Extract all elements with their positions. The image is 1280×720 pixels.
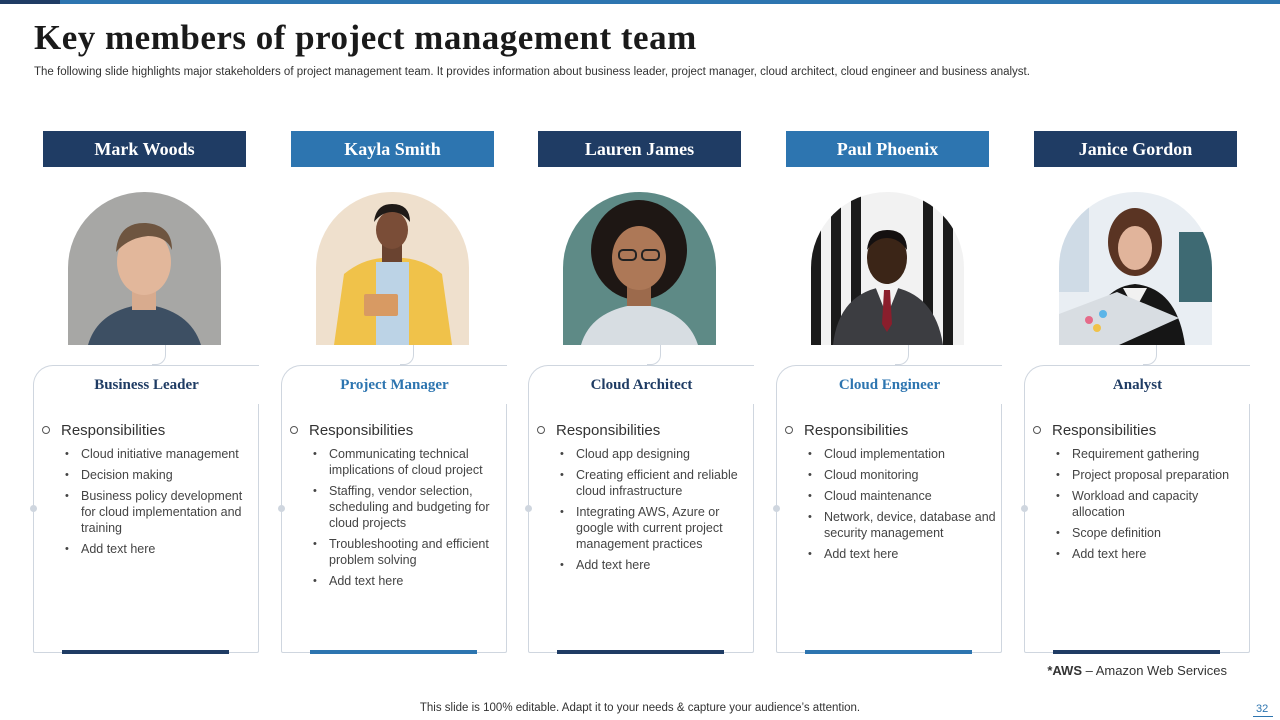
list-item: • Staffing, vendor selection, scheduling and budgeting for cloud projects bbox=[313, 483, 501, 531]
top-accent-bar bbox=[0, 0, 1280, 4]
card-bottom-bar bbox=[557, 650, 724, 654]
member-role: Cloud Engineer bbox=[776, 365, 1002, 405]
list-item: • Creating efficient and reliable cloud infrastructure bbox=[560, 467, 748, 499]
responsibilities-list bbox=[808, 446, 996, 567]
card-bottom-bar bbox=[805, 650, 972, 654]
footer-text: This slide is 100% editable. Adapt it to your needs & capture your audience’s attention. bbox=[419, 702, 861, 714]
member-role: Cloud Architect bbox=[528, 365, 754, 405]
list-item: • Business policy development for cloud implementation and training bbox=[65, 488, 253, 536]
member-name: Mark Woods bbox=[43, 131, 246, 167]
list-item: • Workload and capacity allocation bbox=[1056, 488, 1244, 520]
responsibilities-panel bbox=[33, 404, 259, 653]
responsibilities-list bbox=[313, 446, 501, 594]
list-item: • Scope definition bbox=[1056, 525, 1244, 541]
list-item: • Cloud implementation bbox=[808, 446, 996, 462]
top-accent-segment bbox=[0, 0, 60, 4]
member-photo bbox=[68, 192, 221, 345]
member-role: Project Manager bbox=[281, 365, 507, 405]
side-dot bbox=[1021, 505, 1028, 512]
member-name: Paul Phoenix bbox=[786, 131, 989, 167]
responsibilities-label: Responsibilities bbox=[804, 422, 909, 439]
slide-title: Key members of project management team bbox=[34, 18, 697, 57]
member-card-paul-phoenix bbox=[776, 131, 1002, 655]
circle-bullet-icon bbox=[537, 426, 545, 434]
responsibilities-label: Responsibilities bbox=[309, 422, 414, 439]
list-item: • Cloud maintenance bbox=[808, 488, 996, 504]
responsibilities-label: Responsibilities bbox=[556, 422, 661, 439]
member-card-kayla-smith bbox=[281, 131, 507, 655]
list-item: • Cloud app designing bbox=[560, 446, 748, 462]
list-item: • Add text here bbox=[313, 573, 501, 589]
list-item: • Add text here bbox=[1056, 546, 1244, 562]
list-item: • Integrating AWS, Azure or google with current project management practices bbox=[560, 504, 748, 552]
slide-subtitle: The following slide highlights major stakeholders of project management team. It provides information about business leader, project manager, cloud architect, cloud engineer and business analyst. bbox=[34, 66, 1030, 78]
side-dot bbox=[30, 505, 37, 512]
card-bottom-bar bbox=[1053, 650, 1220, 654]
responsibilities-list bbox=[65, 446, 253, 562]
list-item: • Network, device, database and security management bbox=[808, 509, 996, 541]
responsibilities-heading bbox=[290, 422, 413, 439]
photo-connector bbox=[400, 345, 414, 365]
list-item: • Add text here bbox=[808, 546, 996, 562]
circle-bullet-icon bbox=[42, 426, 50, 434]
member-name: Lauren James bbox=[538, 131, 741, 167]
photo-connector bbox=[895, 345, 909, 365]
list-item: • Requirement gathering bbox=[1056, 446, 1244, 462]
responsibilities-label: Responsibilities bbox=[1052, 422, 1157, 439]
list-item: • Cloud monitoring bbox=[808, 467, 996, 483]
member-photo bbox=[1059, 192, 1212, 345]
member-role: Analyst bbox=[1024, 365, 1250, 405]
member-name: Kayla Smith bbox=[291, 131, 494, 167]
responsibilities-label: Responsibilities bbox=[61, 422, 166, 439]
responsibilities-list bbox=[560, 446, 748, 578]
member-name: Janice Gordon bbox=[1034, 131, 1237, 167]
list-item: • Project proposal preparation bbox=[1056, 467, 1244, 483]
circle-bullet-icon bbox=[1033, 426, 1041, 434]
photo-connector bbox=[152, 345, 166, 365]
page-number-underline bbox=[1253, 716, 1273, 717]
responsibilities-heading bbox=[785, 422, 908, 439]
member-card-janice-gordon bbox=[1024, 131, 1250, 655]
side-dot bbox=[525, 505, 532, 512]
side-dot bbox=[773, 505, 780, 512]
list-item: • Decision making bbox=[65, 467, 253, 483]
photo-connector bbox=[647, 345, 661, 365]
member-photo bbox=[316, 192, 469, 345]
responsibilities-heading bbox=[537, 422, 660, 439]
responsibilities-panel bbox=[1024, 404, 1250, 653]
list-item: • Troubleshooting and efficient problem solving bbox=[313, 536, 501, 568]
member-photo bbox=[563, 192, 716, 345]
responsibilities-panel bbox=[281, 404, 507, 653]
footnote-abbreviation: *AWS bbox=[1047, 663, 1082, 678]
responsibilities-heading bbox=[1033, 422, 1156, 439]
footnote-text: – Amazon Web Services bbox=[1082, 663, 1227, 678]
list-item: • Cloud initiative management bbox=[65, 446, 253, 462]
member-card-lauren-james bbox=[528, 131, 754, 655]
responsibilities-list bbox=[1056, 446, 1244, 567]
responsibilities-panel bbox=[528, 404, 754, 653]
member-photo bbox=[811, 192, 964, 345]
footnote bbox=[1047, 663, 1227, 678]
card-bottom-bar bbox=[310, 650, 477, 654]
circle-bullet-icon bbox=[290, 426, 298, 434]
side-dot bbox=[278, 505, 285, 512]
photo-connector bbox=[1143, 345, 1157, 365]
card-bottom-bar bbox=[62, 650, 229, 654]
list-item: • Communicating technical implications of cloud project bbox=[313, 446, 501, 478]
circle-bullet-icon bbox=[785, 426, 793, 434]
responsibilities-panel bbox=[776, 404, 1002, 653]
responsibilities-heading bbox=[42, 422, 165, 439]
list-item: • Add text here bbox=[560, 557, 748, 573]
list-item: • Add text here bbox=[65, 541, 253, 557]
member-role: Business Leader bbox=[33, 365, 259, 405]
page-number: 32 bbox=[1256, 703, 1269, 715]
member-card-mark-woods bbox=[33, 131, 259, 655]
